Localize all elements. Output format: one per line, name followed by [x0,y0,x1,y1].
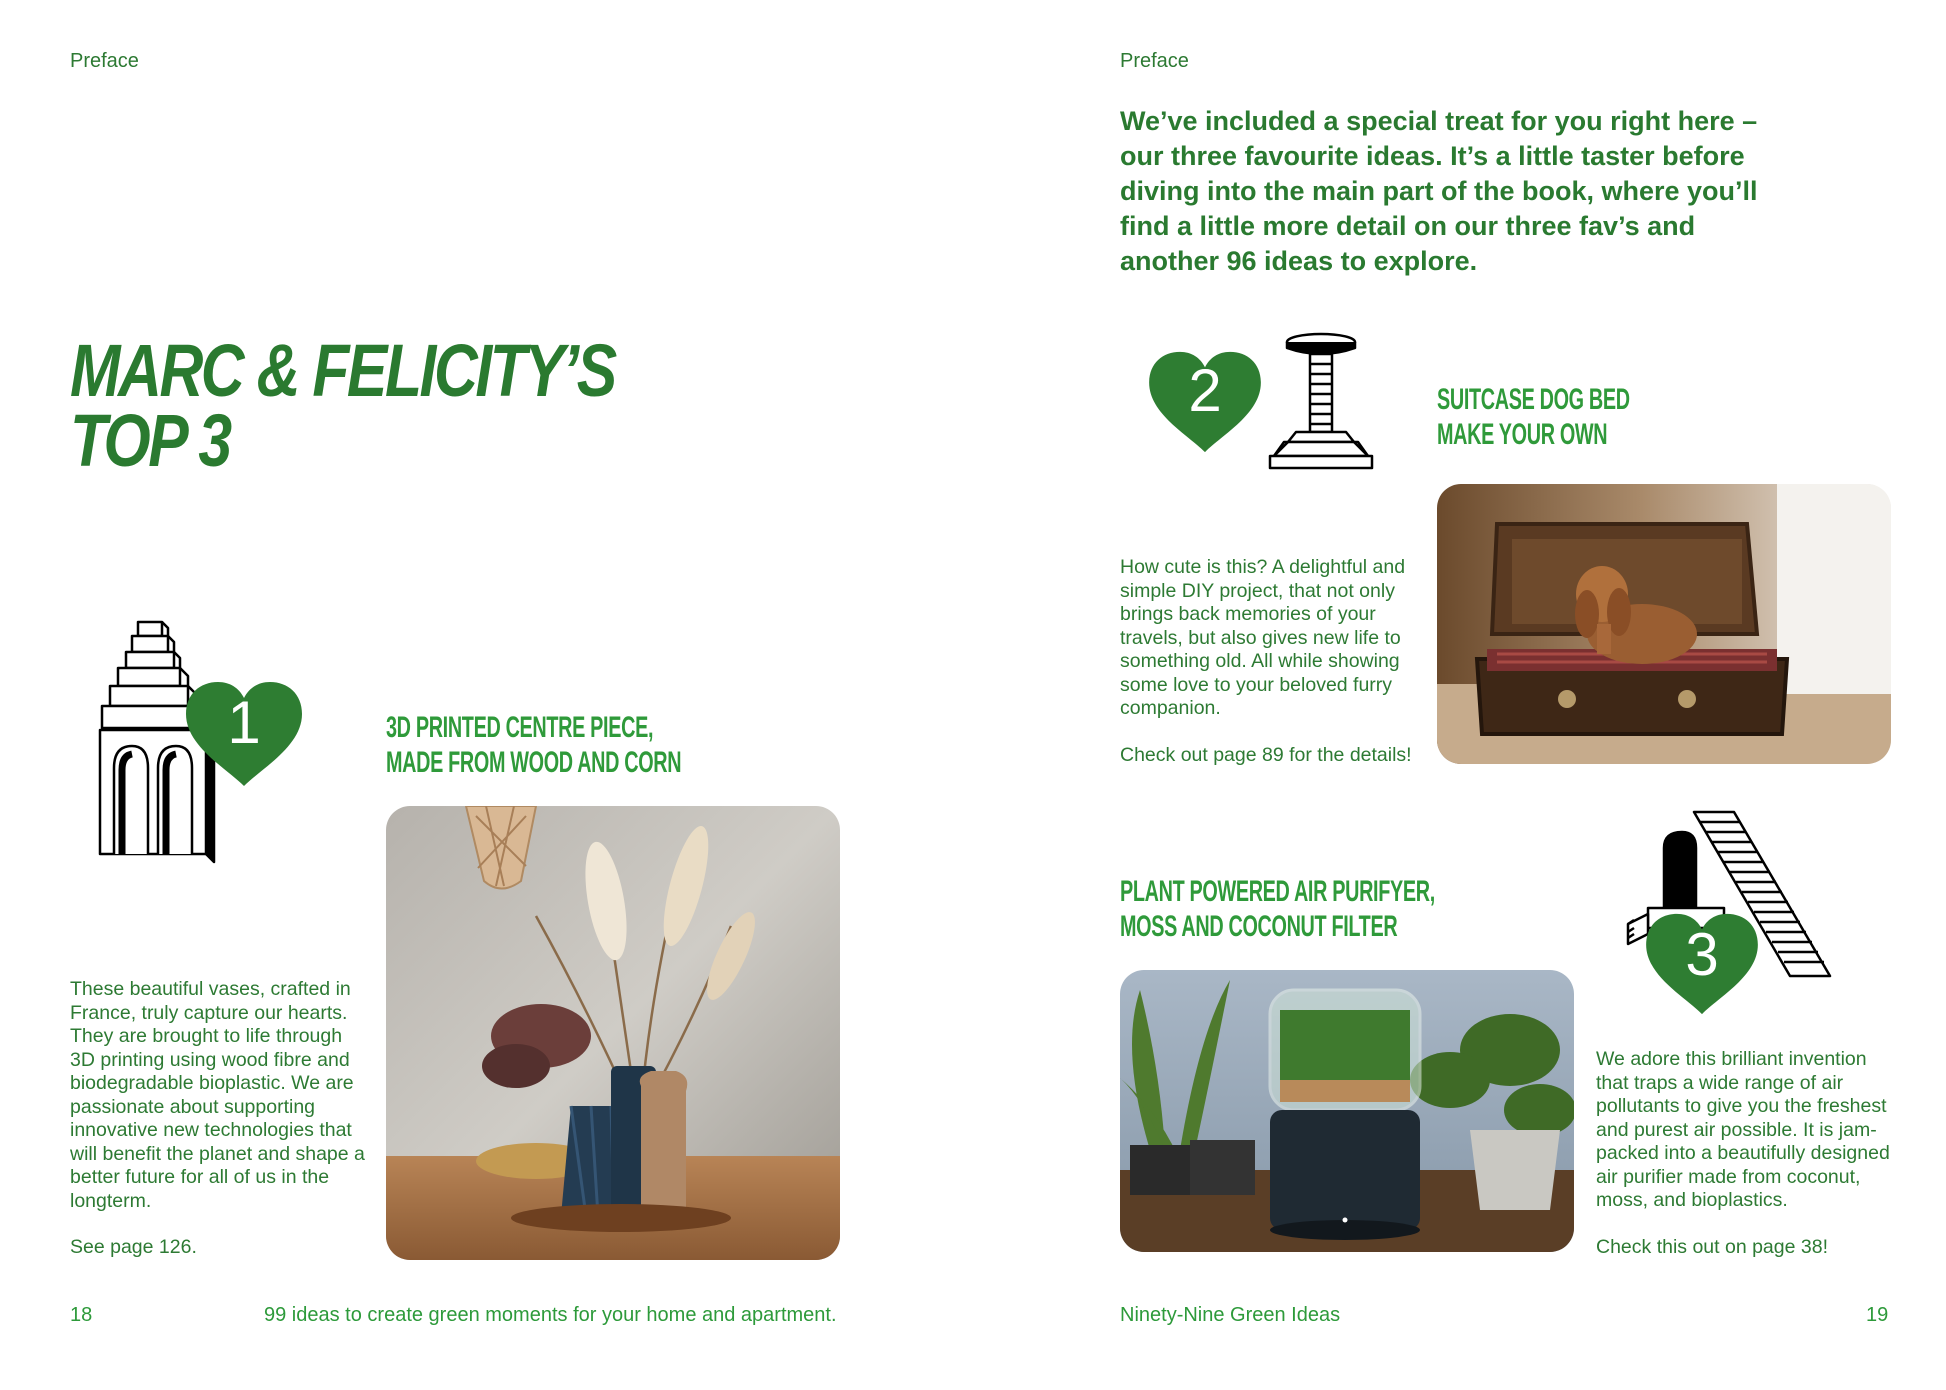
heading-line-1: MARC & FELICITY’S [70,329,615,412]
idea2-title [1437,382,1630,452]
suitcase-dog-bed-photo [1437,484,1891,764]
running-head-right: Preface [1120,50,1189,72]
heart-number-3: 3 [1685,921,1719,988]
pedestal-ladder-icon [1266,330,1376,474]
idea3-reference: Check this out on page 38! [1596,1235,1828,1258]
heading-line-2: TOP 3 [70,399,230,482]
idea3-title-line-1: PLANT POWERED AIR PURIFYER, [1120,875,1435,908]
running-head-left: Preface [70,50,139,72]
idea1-reference: See page 126. [70,1236,197,1258]
idea1-title [386,710,681,780]
idea1-body: These beautiful vases, crafted in France, truly capture our hearts. They are brought to life through 3D printing using wood fibre and biodegradable bioplastic. We are passionate about supporting innovative new technologies that will benefit the planet and shape a better future for all of us in the longterm. [70,978,365,1212]
idea1-title-line-1: 3D PRINTED CENTRE PIECE, [386,711,654,744]
idea2-title-line-2: MAKE YOUR OWN [1437,418,1608,451]
vase-centrepiece-photo [386,806,840,1260]
air-purifier-photo [1120,970,1574,1252]
page-number-left: 18 [70,1304,93,1326]
heart-number-1-icon [184,680,304,788]
page-heading [70,329,615,482]
idea3-title [1120,874,1435,944]
heart-number-1: 1 [227,689,261,756]
idea3-description [1596,1048,1896,1259]
heart-number-3-icon [1644,912,1760,1016]
page-number-right: 19 [1866,1304,1889,1326]
footer-text-right: Ninety-Nine Green Ideas [1120,1304,1341,1326]
idea1-title-line-2: MADE FROM WOOD AND CORN [386,746,682,779]
idea3-title-line-2: MOSS AND COCONUT FILTER [1120,910,1398,943]
idea2-body: How cute is this? A delightful and simple DIY project, that not only brings back memories of your travels, but also gives new life to something old. All while showing some love to your beloved furry companion. [1120,556,1406,719]
heart-number-2: 2 [1188,357,1222,424]
idea1-description [70,978,370,1260]
heart-number-2-icon [1146,350,1264,454]
footer-text-left: 99 ideas to create green moments for your home and apartment. [264,1304,837,1326]
idea2-description [1120,556,1426,767]
intro-paragraph: We’ve included a special treat for you right here – our three favourite ideas. It’s a little taster before diving into the main part of the book, where you’ll find a little more detail on our three fav’s and another 96 ideas to explore. [1120,106,1758,276]
idea2-reference: Check out page 89 for the details! [1120,743,1412,766]
idea3-body: We adore this brilliant invention that traps a wide range of air pollutants to give you the freshest and purest air possible. It is jam-packed into a beautifully designed air purifier made from coconut, moss, and bioplastics. [1596,1048,1890,1211]
idea2-title-line-1: SUITCASE DOG BED [1437,383,1630,416]
